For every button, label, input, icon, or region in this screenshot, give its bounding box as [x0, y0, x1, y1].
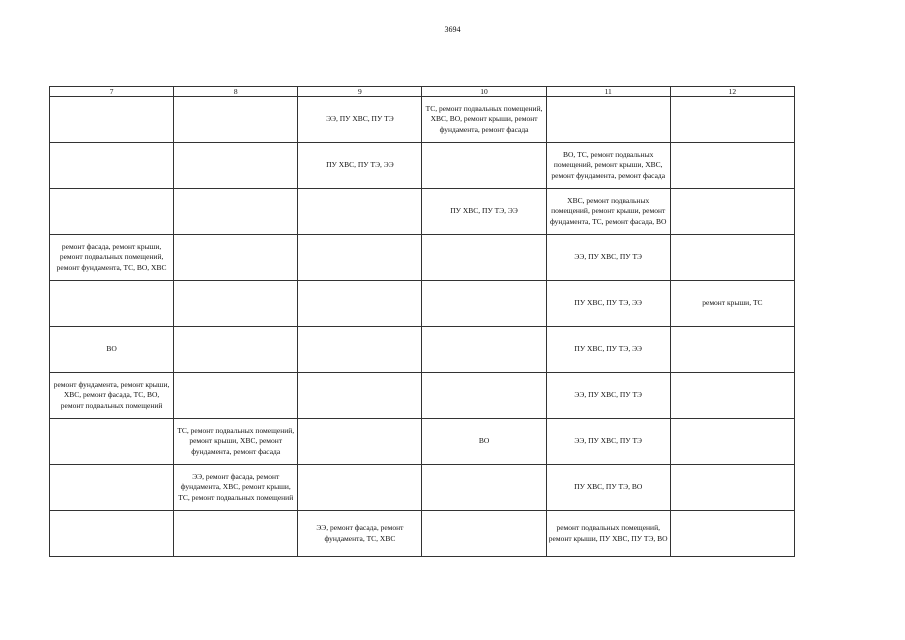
table-row — [50, 281, 795, 327]
table-cell-col-9: ЭЭ, ПУ ХВС, ПУ ТЭ — [298, 97, 422, 143]
table-cell-col-8: ЭЭ, ремонт фасада, ремонт фундамента, ХВС, ремонт крыши, ТС, ремонт подвальных помещений — [174, 465, 298, 511]
table-cell-col-12 — [670, 511, 794, 557]
table-cell-col-10: ВО — [422, 419, 546, 465]
table-cell-col-9: ПУ ХВС, ПУ ТЭ, ЭЭ — [298, 143, 422, 189]
table-cell-col-8 — [174, 281, 298, 327]
table-cell-col-10: ТС, ремонт подвальных помещений, ХВС, ВО, ремонт крыши, ремонт фундамента, ремонт фасада — [422, 97, 546, 143]
table-cell-col-9 — [298, 235, 422, 281]
table-cell-col-11: ХВС, ремонт подвальных помещений, ремонт крыши, ремонт фундамента, ТС, ремонт фасада, ВО — [546, 189, 670, 235]
column-header-11: 11 — [546, 87, 670, 97]
table-cell-col-8 — [174, 373, 298, 419]
table-cell-col-11: ПУ ХВС, ПУ ТЭ, ЭЭ — [546, 281, 670, 327]
table-cell-col-12 — [670, 373, 794, 419]
table-cell-col-7 — [50, 419, 174, 465]
table-row — [50, 373, 795, 419]
table-row — [50, 511, 795, 557]
table-cell-col-11: ЭЭ, ПУ ХВС, ПУ ТЭ — [546, 373, 670, 419]
page-number: 3694 — [444, 25, 461, 34]
table-cell-col-8 — [174, 143, 298, 189]
table-cell-col-10 — [422, 465, 546, 511]
table-cell-col-7 — [50, 189, 174, 235]
table-cell-col-10 — [422, 281, 546, 327]
table-cell-col-7 — [50, 465, 174, 511]
table-cell-col-9: ЭЭ, ремонт фасада, ремонт фундамента, ТС, ХВС — [298, 511, 422, 557]
table-cell-col-12 — [670, 327, 794, 373]
table-cell-col-7 — [50, 143, 174, 189]
table-cell-col-11: ЭЭ, ПУ ХВС, ПУ ТЭ — [546, 235, 670, 281]
table-cell-col-7 — [50, 511, 174, 557]
column-header-9: 9 — [298, 87, 422, 97]
table-cell-col-8 — [174, 189, 298, 235]
table-body — [50, 97, 795, 557]
table-row — [50, 465, 795, 511]
table-cell-col-10 — [422, 511, 546, 557]
table-cell-col-9 — [298, 189, 422, 235]
table-cell-col-11: ПУ ХВС, ПУ ТЭ, ВО — [546, 465, 670, 511]
table-cell-col-9 — [298, 281, 422, 327]
table-cell-col-7 — [50, 281, 174, 327]
table-cell-col-11: ЭЭ, ПУ ХВС, ПУ ТЭ — [546, 419, 670, 465]
table-cell-col-11: ВО, ТС, ремонт подвальных помещений, ремонт крыши, ХВС, ремонт фундамента, ремонт фасада — [546, 143, 670, 189]
table-cell-col-11 — [546, 97, 670, 143]
table-cell-col-7: ремонт фундамента, ремонт крыши, ХВС, ремонт фасада, ТС, ВО, ремонт подвальных помещений — [50, 373, 174, 419]
table-cell-col-12 — [670, 143, 794, 189]
table-cell-col-9 — [298, 373, 422, 419]
table-cell-col-8 — [174, 235, 298, 281]
table-cell-col-10 — [422, 327, 546, 373]
table-cell-col-10: ПУ ХВС, ПУ ТЭ, ЭЭ — [422, 189, 546, 235]
table-cell-col-12 — [670, 97, 794, 143]
table-cell-col-11: ПУ ХВС, ПУ ТЭ, ЭЭ — [546, 327, 670, 373]
table-cell-col-9 — [298, 327, 422, 373]
table-cell-col-8: ТС, ремонт подвальных помещений, ремонт крыши, ХВС, ремонт фундамента, ремонт фасада — [174, 419, 298, 465]
table-cell-col-8 — [174, 327, 298, 373]
table-row — [50, 327, 795, 373]
table-cell-col-8 — [174, 511, 298, 557]
header-row — [50, 87, 795, 97]
table-row — [50, 235, 795, 281]
data-table — [49, 86, 795, 557]
column-header-12: 12 — [670, 87, 794, 97]
table-cell-col-7: ремонт фасада, ремонт крыши, ремонт подвальных помещений, ремонт фундамента, ТС, ВО, ХВС — [50, 235, 174, 281]
table-cell-col-9 — [298, 419, 422, 465]
column-header-10: 10 — [422, 87, 546, 97]
table-cell-col-12 — [670, 465, 794, 511]
table-cell-col-7 — [50, 97, 174, 143]
table-row — [50, 189, 795, 235]
table-cell-col-12 — [670, 235, 794, 281]
table-cell-col-7: ВО — [50, 327, 174, 373]
table-cell-col-10 — [422, 235, 546, 281]
table-header — [50, 87, 795, 97]
table-cell-col-12: ремонт крыши, ТС — [670, 281, 794, 327]
table-row — [50, 97, 795, 143]
table-cell-col-8 — [174, 97, 298, 143]
table-cell-col-10 — [422, 373, 546, 419]
table-cell-col-12 — [670, 419, 794, 465]
column-header-7: 7 — [50, 87, 174, 97]
table-cell-col-10 — [422, 143, 546, 189]
table-cell-col-12 — [670, 189, 794, 235]
table-row — [50, 419, 795, 465]
table-cell-col-9 — [298, 465, 422, 511]
column-header-8: 8 — [174, 87, 298, 97]
table-row — [50, 143, 795, 189]
table-cell-col-11: ремонт подвальных помещений, ремонт крыши, ПУ ХВС, ПУ ТЭ, ВО — [546, 511, 670, 557]
